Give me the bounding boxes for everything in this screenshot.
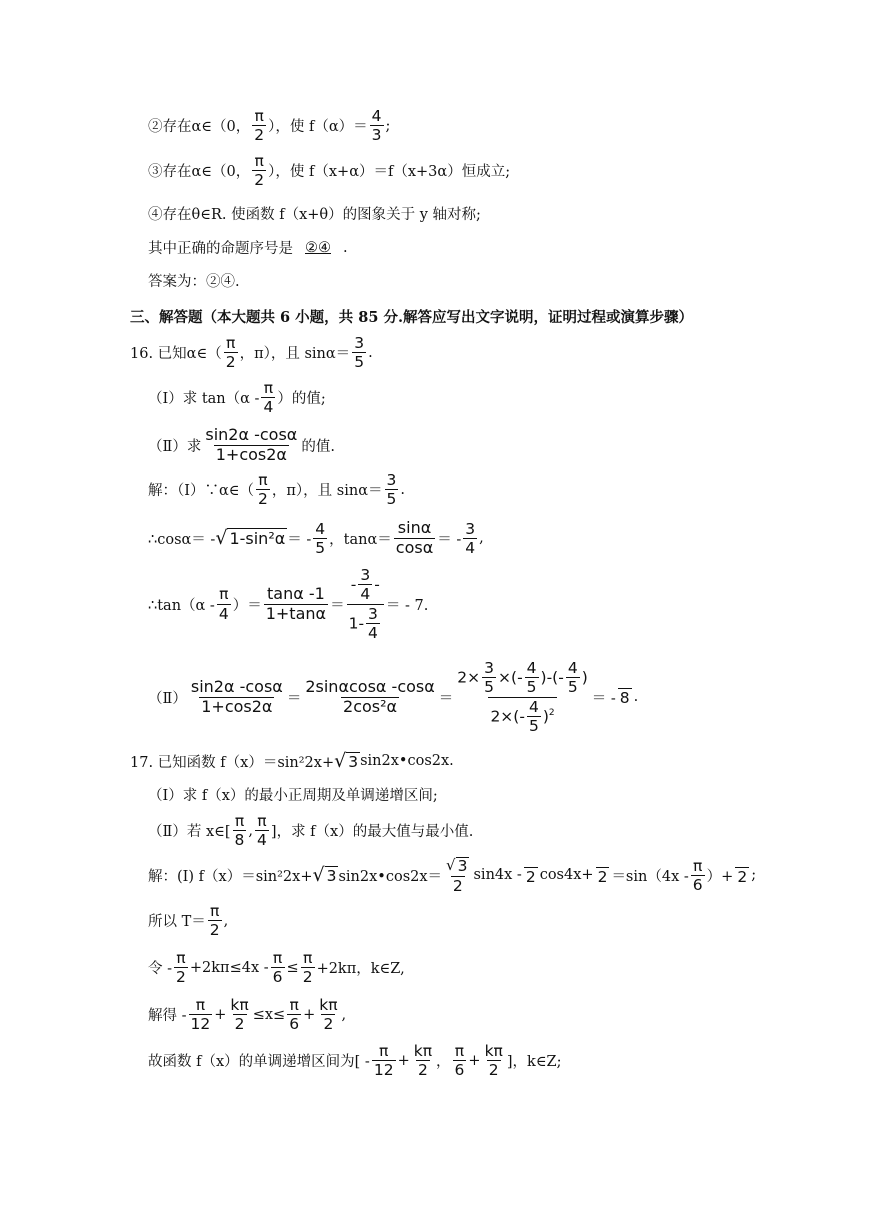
q17-sol2: 所以 T＝ $\frac{\pi}{2}$ ,: [148, 902, 229, 940]
fraction: $\frac{\pi}{4}$: [218, 585, 229, 623]
fraction: $\frac{\pi}{6}$: [692, 856, 703, 894]
item-2-text: ②存在α∈（0，: [148, 119, 251, 136]
q16-part1: （Ⅰ）求 tan（α - $\frac{\pi}{4}$ ）的值;: [148, 379, 326, 417]
answer-blank: ②④: [305, 239, 331, 256]
fraction: $\frac{\pi}{2}$: [254, 107, 265, 145]
fraction: √ 3 2: [446, 856, 468, 895]
fraction: $\frac{\pi}{6}$: [272, 949, 283, 987]
fraction: $\frac{\pi}{2}$: [176, 949, 186, 987]
fraction: $\frac{\sin 2\alpha -\cos\alpha}{1+\cos 2\alpha}$: [190, 676, 283, 716]
fraction: $\frac{\pi}{4}$: [257, 812, 267, 850]
q17-part2: （Ⅱ）若 x∈[ $\frac{\pi}{8}$ , $\frac{\pi}{4}$ ]，求 f（x）的最大值与最小值.: [148, 812, 474, 850]
fraction: $\frac{k\pi}{2}$: [319, 996, 338, 1034]
fraction: $\frac{\tan\alpha -1}{1+\tan\alpha}$: [265, 583, 327, 623]
fraction: $\frac{2\sin\alpha\cos\alpha -\cos\alpha}{\text{2cos²α}}$: [305, 676, 435, 716]
section-title: 三、解答题（本大题共 6 小题，共 85 分.解答应写出文字说明，证明过程或演算步骤）: [130, 309, 694, 326]
q17-sol5: 故函数 f（x）的单调递增区间为[ - $\frac{\pi}{12}$ + $\frac{k\pi}{2}$ ， $\frac{\pi}{6}$ + $\frac{k\pi}{2}$ ]，k∈Z;: [148, 1042, 562, 1080]
item-2: ②存在α∈（0， $\frac{\pi}{2}$ ），使 f（α）＝ $\frac{4}{3}$ ;: [148, 107, 391, 145]
fraction: $\frac{\pi}{2}$: [302, 949, 313, 987]
fraction: $\frac{\pi}{12}$: [190, 996, 211, 1034]
q16-sol3: ∴tan（α - $\frac{\pi}{4}$ ）＝ $\frac{\tan\alpha -1}{1+\tan\alpha}$ ＝ - $\frac{3}{4}$ - 1- $\frac{3}{4}$ ＝ - 7.: [148, 566, 429, 642]
q16-stem: 16. 已知α∈（ $\frac{\pi}{2}$ ，π），且 sinα＝ $\frac{3}{5}$ .: [130, 334, 373, 372]
fraction: 2: [597, 867, 608, 886]
fraction: $\frac{\sin\alpha}{\cos\alpha}$: [395, 518, 434, 557]
fraction: $\frac{k\pi}{2}$: [230, 996, 249, 1034]
fraction: $\frac{4}{5}$: [315, 519, 326, 557]
q17-sol1: 解：(Ⅰ) f（x）＝sin²2x+ √ 3 sin2x•cos2x＝ √ 3 2 sin4x - 2 cos4x+ 2 ＝sin（4x - $\frac{\pi}{6}$ ）+ 2 ;: [148, 856, 757, 895]
q17-sol4: 解得 - $\frac{\pi}{12}$ + $\frac{k\pi}{2}$ ≤x≤ $\frac{\pi}{6}$ + $\frac{k\pi}{2}$ ,: [148, 996, 347, 1034]
fraction: $\frac{\pi}{2}$: [258, 471, 268, 509]
fraction: 8: [619, 689, 630, 708]
fraction: $\frac{\pi}{4}$: [263, 379, 274, 417]
fraction: $\frac{\pi}{2}$: [225, 334, 236, 372]
compound-fraction: - $\frac{3}{4}$ - 1- $\frac{3}{4}$: [347, 567, 384, 641]
fraction: $\frac{\pi}{6}$: [289, 996, 300, 1034]
sqrt: √ 1-sin²α: [215, 527, 286, 550]
sqrt: √ 3: [312, 864, 337, 887]
fraction: $\frac{3}{5}$: [386, 471, 397, 509]
item-4: ④存在θ∈R. 使函数 f（x+θ）的图象关于 y 轴对称;: [148, 207, 481, 223]
q16-sol4: （Ⅱ） $\frac{\sin 2\alpha -\cos\alpha}{1+\cos 2\alpha}$ ＝ $\frac{2\sin\alpha\cos\alpha -\cos\alpha}{\text{2cos²α}}$ ＝ 2× $\frac{3}{5}$ ×(- $\frac{4}{5}$ )-(- $\frac{4}{5}$ ) 2×(- $\frac{4}{5}$ )$^2$ ＝ - 8 .: [148, 659, 639, 735]
q17-part1: （Ⅰ）求 f（x）的最小正周期及单调递增区间;: [148, 788, 438, 804]
sqrt: √ 3: [334, 750, 359, 772]
fraction: $\frac{4}{3}$: [371, 107, 382, 145]
item-3: ③存在α∈（0， $\frac{\pi}{2}$ ），使 f（x+α）＝f（x+3α）恒成立;: [148, 152, 511, 190]
fraction: 2: [525, 867, 536, 886]
fraction: $\frac{\pi}{8}$: [234, 812, 245, 850]
q17-stem: 17. 已知函数 f（x）＝sin²2x+ √ 3 sin2x•cos2x.: [130, 750, 454, 772]
fraction: $\frac{\pi}{2}$: [209, 902, 220, 940]
fraction: $\frac{\pi}{6}$: [454, 1042, 465, 1080]
fraction: $\frac{k\pi}{2}$: [484, 1042, 503, 1080]
q17-sol3: 令 - $\frac{\pi}{2}$ +2kπ≤4x - $\frac{\pi}{6}$ ≤ $\frac{\pi}{2}$ +2kπ，k∈Z,: [148, 949, 405, 987]
fraction: $\frac{\pi}{12}$: [373, 1042, 394, 1080]
q16-sol2: ∴cosα＝ - √ 1-sin²α ＝ - $\frac{4}{5}$ ，tanα＝ $\frac{\sin\alpha}{\cos\alpha}$ ＝ - $\frac{3}{4}$ ,: [148, 518, 484, 557]
fraction: 2: [737, 867, 748, 886]
q16-part2: （Ⅱ）求 $\frac{\sin 2\alpha -\cos\alpha}{1+\cos 2\alpha}$ 的值.: [148, 425, 335, 464]
fraction: $\frac{\sin 2\alpha -\cos\alpha}{1+\cos 2\alpha}$: [205, 425, 298, 464]
fraction: $\frac{k\pi}{2}$: [413, 1042, 433, 1080]
fraction: $\frac{3}{5}$: [354, 334, 365, 372]
answer-question: 其中正确的命题序号是 ②④ .: [148, 239, 348, 257]
fraction: $\frac{\pi}{2}$: [254, 152, 265, 190]
answer-line: 答案为：②④.: [148, 274, 240, 290]
compound-fraction: 2× $\frac{3}{5}$ ×(- $\frac{4}{5}$ )-(- $\frac{4}{5}$ ) 2×(- $\frac{4}{5}$ )$^2$: [457, 659, 588, 735]
q16-sol1: 解：（Ⅰ）∵α∈（ $\frac{\pi}{2}$ ，π），且 sinα＝ $\frac{3}{5}$ .: [148, 471, 405, 509]
fraction: $\frac{3}{4}$: [465, 519, 476, 557]
